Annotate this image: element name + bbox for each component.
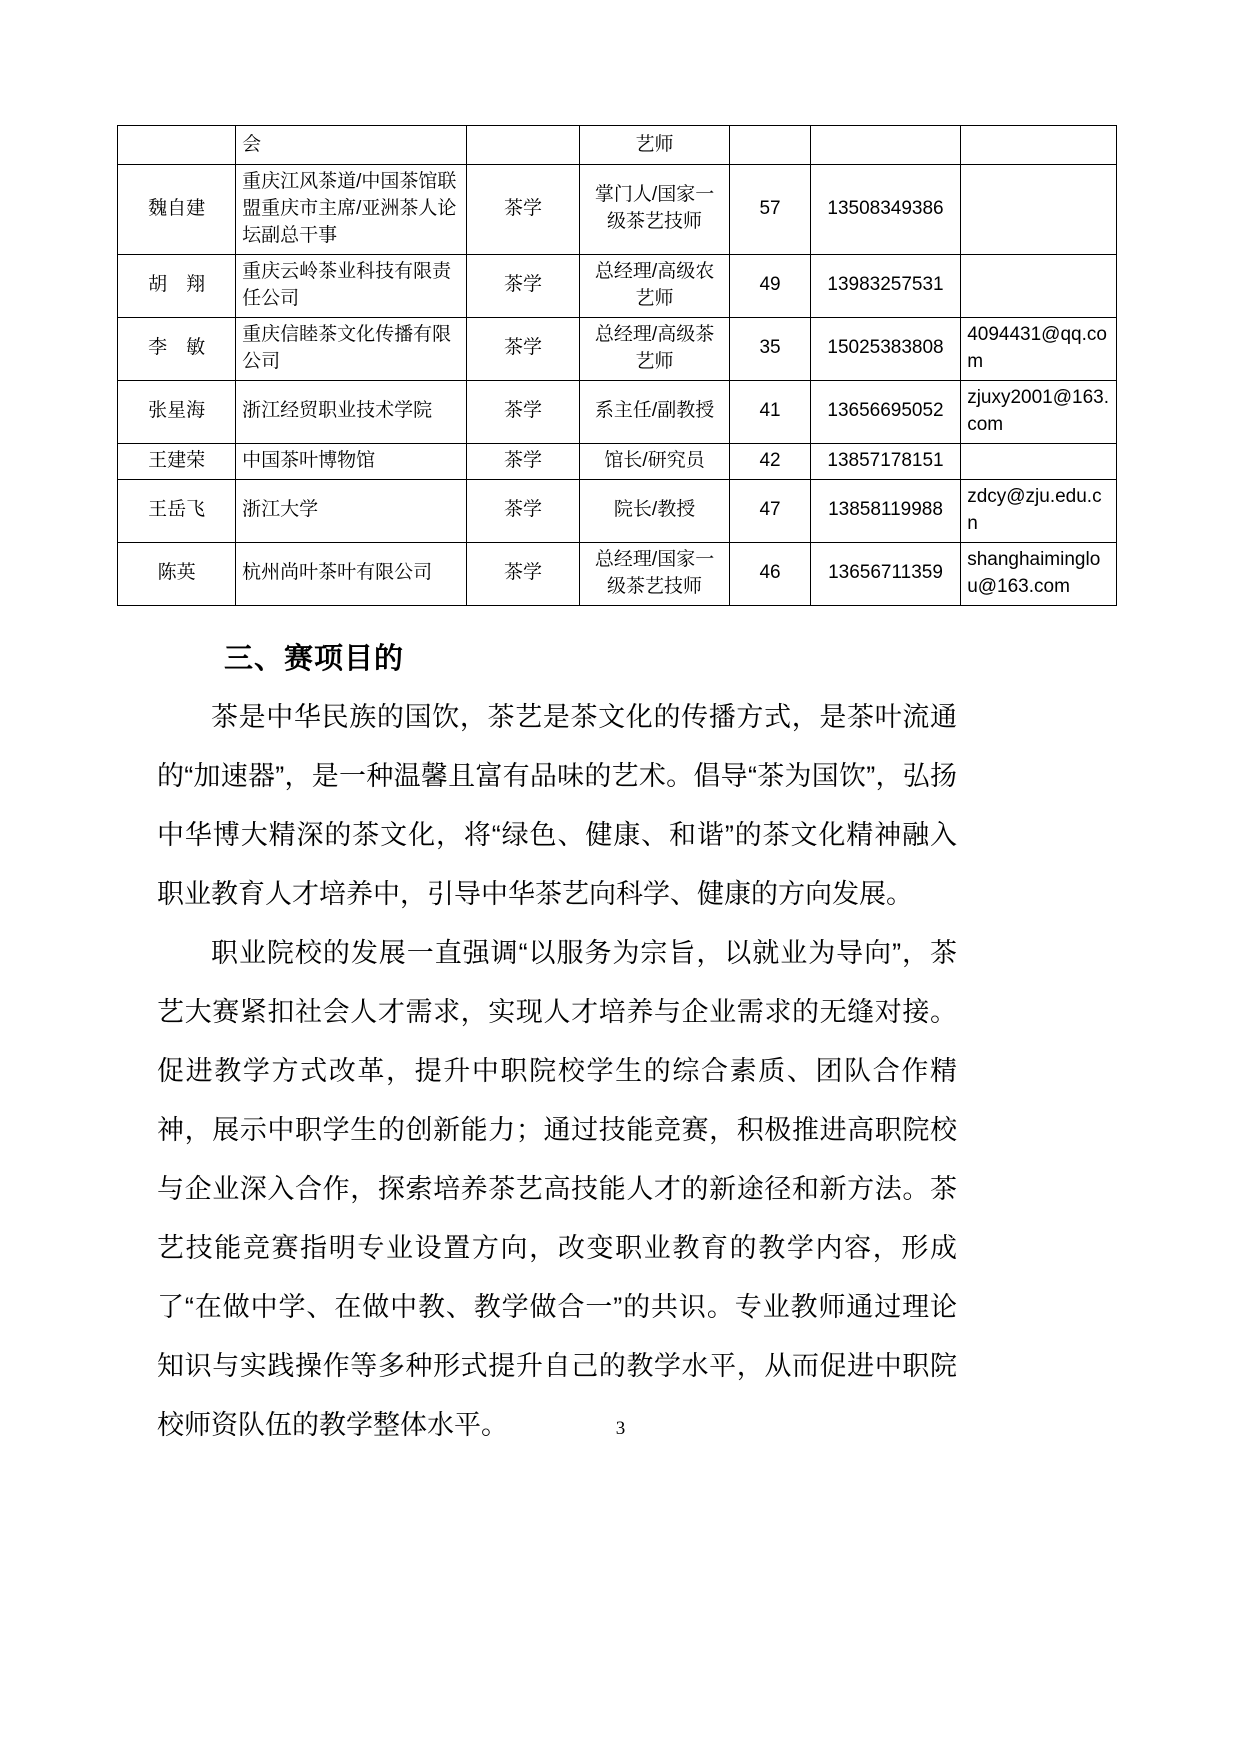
cell-organization: 会 xyxy=(236,126,467,165)
section-heading: 三、赛项目的 xyxy=(224,643,405,675)
table-row xyxy=(118,443,1117,479)
cell-major: 茶学 xyxy=(467,479,580,542)
cell-phone: 13656711359 xyxy=(810,542,960,605)
cell-organization: 重庆云岭茶业科技有限责任公司 xyxy=(236,254,467,317)
cell-phone: 13858119988 xyxy=(810,479,960,542)
cell-name: 李 敏 xyxy=(118,317,236,380)
table-row xyxy=(118,479,1117,542)
cell-major xyxy=(467,126,580,165)
cell-phone xyxy=(810,126,960,165)
cell-organization: 重庆信睦茶文化传播有限公司 xyxy=(236,317,467,380)
cell-email xyxy=(961,443,1117,479)
cell-age: 35 xyxy=(730,317,811,380)
judges-table xyxy=(117,125,1117,606)
cell-major: 茶学 xyxy=(467,165,580,255)
cell-title: 艺师 xyxy=(579,126,729,165)
cell-name xyxy=(118,126,236,165)
cell-organization: 重庆江风茶道/中国茶馆联盟重庆市主席/亚洲茶人论坛副总干事 xyxy=(236,165,467,255)
cell-title: 总经理/国家一级茶艺技师 xyxy=(579,542,729,605)
cell-title: 总经理/高级茶艺师 xyxy=(579,317,729,380)
cell-major: 茶学 xyxy=(467,380,580,443)
cell-age: 42 xyxy=(730,443,811,479)
paragraph-1: 茶是中华民族的国饮，茶艺是茶文化的传播方式，是茶叶流通的“加速器”，是一种温馨且富有品味的艺术。倡导“茶为国饮”，弘扬中华博大精深的茶文化，将“绿色、健康、和谐”的茶文化精神融入职业教育人才培养中，引导中华茶艺向科学、健康的方向发展。 xyxy=(157,702,957,909)
cell-name: 张星海 xyxy=(118,380,236,443)
judges-table-body xyxy=(118,126,1117,606)
table-row xyxy=(118,317,1117,380)
cell-age: 49 xyxy=(730,254,811,317)
cell-email: shanghaiminglou@163.com xyxy=(961,542,1117,605)
table-row xyxy=(118,165,1117,255)
table-row-continued xyxy=(118,126,1117,165)
cell-name: 王建荣 xyxy=(118,443,236,479)
cell-major: 茶学 xyxy=(467,542,580,605)
cell-phone: 13656695052 xyxy=(810,380,960,443)
cell-age: 46 xyxy=(730,542,811,605)
cell-email: zjuxy2001@163.com xyxy=(961,380,1117,443)
cell-name: 胡 翔 xyxy=(118,254,236,317)
cell-name: 陈英 xyxy=(118,542,236,605)
paragraph-2: 职业院校的发展一直强调“以服务为宗旨，以就业为导向”，茶艺大赛紧扣社会人才需求，实现人才培养与企业需求的无缝对接。促进教学方式改革，提升中职院校学生的综合素质、团队合作精神，展示中职学生的创新能力；通过技能竞赛，积极推进高职院校与企业深入合作，探索培养茶艺高技能人才的新途径和新方法。茶艺技能竞赛指明专业设置方向，改变职业教育的教学内容，形成了“在做中学、在做中教、教学做合一”的共识。专业教师通过理论知识与实践操作等多种形式提升自己的教学水平，从而促进中职院校师资队伍的教学整体水平。 xyxy=(157,938,957,1440)
cell-organization: 中国茶叶博物馆 xyxy=(236,443,467,479)
cell-age: 57 xyxy=(730,165,811,255)
cell-email xyxy=(961,254,1117,317)
cell-age: 41 xyxy=(730,380,811,443)
cell-organization: 浙江大学 xyxy=(236,479,467,542)
cell-title: 总经理/高级农艺师 xyxy=(579,254,729,317)
cell-title: 馆长/研究员 xyxy=(579,443,729,479)
cell-phone: 13508349386 xyxy=(810,165,960,255)
table-row xyxy=(118,380,1117,443)
section-body xyxy=(157,688,957,1455)
cell-title: 掌门人/国家一级茶艺技师 xyxy=(579,165,729,255)
judges-table-container xyxy=(117,125,1117,606)
table-row xyxy=(118,254,1117,317)
cell-title: 院长/教授 xyxy=(579,479,729,542)
cell-major: 茶学 xyxy=(467,317,580,380)
cell-name: 魏自建 xyxy=(118,165,236,255)
cell-phone: 13983257531 xyxy=(810,254,960,317)
cell-email: 4094431@qq.com xyxy=(961,317,1117,380)
cell-major: 茶学 xyxy=(467,443,580,479)
cell-age xyxy=(730,126,811,165)
page-number: 3 xyxy=(615,1418,626,1439)
cell-email xyxy=(961,126,1117,165)
cell-email: zdcy@zju.edu.cn xyxy=(961,479,1117,542)
cell-organization: 杭州尚叶茶叶有限公司 xyxy=(236,542,467,605)
cell-major: 茶学 xyxy=(467,254,580,317)
table-row xyxy=(118,542,1117,605)
cell-phone: 15025383808 xyxy=(810,317,960,380)
cell-age: 47 xyxy=(730,479,811,542)
cell-name: 王岳飞 xyxy=(118,479,236,542)
cell-organization: 浙江经贸职业技术学院 xyxy=(236,380,467,443)
cell-email xyxy=(961,165,1117,255)
cell-title: 系主任/副教授 xyxy=(579,380,729,443)
cell-phone: 13857178151 xyxy=(810,443,960,479)
